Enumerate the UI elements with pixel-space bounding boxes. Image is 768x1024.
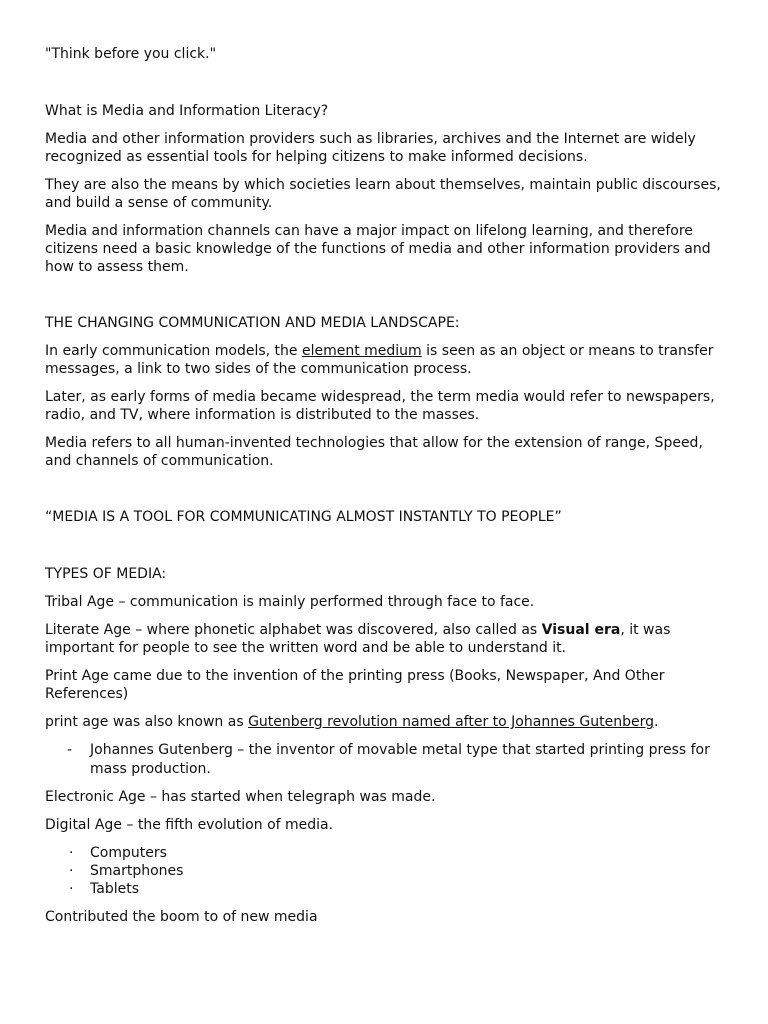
text-line: citizens need a basic knowledge of the functions of media and other information providers and xyxy=(45,241,711,257)
list-item-label: Computers xyxy=(90,845,167,861)
dot-bullet: · xyxy=(69,881,74,897)
text-line: important for people to see the written word and be able to understand it. xyxy=(45,640,567,656)
text-line: radio, and TV, where information is distributed to the masses. xyxy=(45,407,480,423)
text-line: mass production. xyxy=(90,761,211,777)
underlined-term: Gutenberg revolution named after to Johannes Gutenberg xyxy=(248,714,655,730)
text-run: . xyxy=(654,714,659,730)
print-known-line xyxy=(45,713,658,731)
underlined-term: element medium xyxy=(301,343,422,359)
text-run: print age was also known as xyxy=(45,714,249,730)
text-line: Media and information channels can have a major impact on lifelong learning, and therefore xyxy=(45,223,693,239)
digital-age-line: Digital Age – the fifth evolution of media. xyxy=(45,817,334,833)
text-line: They are also the means by which societies learn about themselves, maintain public discourses, xyxy=(45,177,721,193)
tribal-age-line: Tribal Age – communication is mainly performed through face to face. xyxy=(45,594,535,610)
media-tool-quote: “MEDIA IS A TOOL FOR COMMUNICATING ALMOST INSTANTLY TO PEOPLE” xyxy=(45,509,562,525)
contributed-line: Contributed the boom to of new media xyxy=(45,909,318,925)
opening-quote: "Think before you click." xyxy=(45,46,217,62)
text-line: recognized as essential tools for helping citizens to make informed decisions. xyxy=(45,149,588,165)
text-run: is seen as an object or means to transfer xyxy=(421,343,714,359)
text-run: , it was xyxy=(620,622,671,638)
dot-bullet: · xyxy=(69,863,74,879)
text-line: Later, as early forms of media became widespread, the term media would refer to newspapers, xyxy=(45,389,715,405)
text-line xyxy=(45,342,713,360)
text-line: Johannes Gutenberg – the inventor of movable metal type that started printing press for xyxy=(90,742,710,758)
mil-heading: What is Media and Information Literacy? xyxy=(45,103,329,119)
dash-bullet: - xyxy=(67,742,73,758)
text-line: and channels of communication. xyxy=(45,453,274,469)
text-line: Print Age came due to the invention of the printing press (Books, Newspaper, And Other xyxy=(45,668,665,684)
electronic-age-line: Electronic Age – has started when telegraph was made. xyxy=(45,789,436,805)
text-line xyxy=(45,621,670,639)
text-line: messages, a link to two sides of the communication process. xyxy=(45,361,472,377)
text-run: In early communication models, the xyxy=(45,343,302,359)
text-line: Media and other information providers such as libraries, archives and the Internet are widely xyxy=(45,131,696,147)
text-line: Media refers to all human-invented technologies that allow for the extension of range, Speed, xyxy=(45,435,703,451)
bold-term: Visual era xyxy=(541,622,621,638)
list-item-label: Tablets xyxy=(90,881,139,897)
text-line: how to assess them. xyxy=(45,259,189,275)
text-line: and build a sense of community. xyxy=(45,195,273,211)
dot-bullet: · xyxy=(69,845,74,861)
landscape-heading: THE CHANGING COMMUNICATION AND MEDIA LANDSCAPE: xyxy=(45,315,460,331)
list-item-label: Smartphones xyxy=(90,863,184,879)
text-line: References) xyxy=(45,686,129,702)
types-heading: TYPES OF MEDIA: xyxy=(45,566,167,582)
text-run: Literate Age – where phonetic alphabet was discovered, also called as xyxy=(45,622,542,638)
